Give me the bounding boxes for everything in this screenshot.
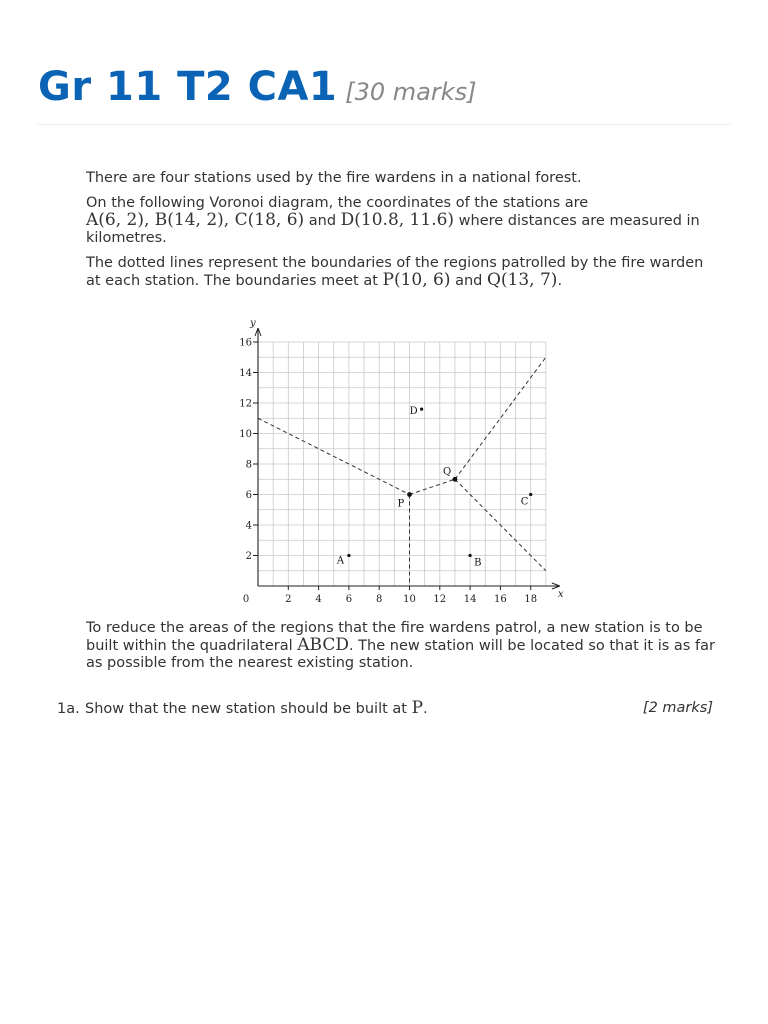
question-marks: [2 marks] (642, 700, 713, 716)
question-end: . (423, 701, 428, 717)
intro-p2-and: and (304, 213, 341, 229)
page-title: Gr 11 T2 CA1 (38, 64, 338, 110)
y-tick-label: 2 (245, 551, 252, 562)
intro-text (86, 170, 716, 298)
station-point-q (453, 477, 458, 482)
x-tick-label: 6 (345, 594, 353, 604)
intro-paragraph-1: There are four stations used by the fire wardens in a national forest. (86, 170, 582, 186)
intro-paragraph-2 (86, 195, 716, 247)
header-divider (38, 124, 730, 125)
point-q-coordinates: Q(13, 7) (486, 270, 558, 290)
point-label-b: B (474, 557, 482, 569)
y-tick-label: 4 (245, 520, 252, 532)
point-label-q: Q (442, 466, 452, 478)
intro-p3-and: and (450, 273, 487, 289)
x-tick-label: 8 (376, 594, 383, 604)
voronoi-boundary (410, 479, 455, 494)
point-label-c: C (520, 496, 529, 508)
paragraph-new-station (86, 620, 716, 672)
y-tick-label: 14 (239, 368, 252, 379)
voronoi-diagram (222, 312, 572, 604)
station-point-p (407, 492, 412, 497)
total-marks: [30 marks] (345, 78, 477, 106)
station-point-d (420, 408, 423, 411)
y-tick-label: 12 (239, 398, 252, 410)
y-tick-label: 10 (239, 429, 252, 440)
x-tick-label: 10 (403, 594, 416, 604)
stations-coordinates: A(6, 2), B(14, 2), C(18, 6) (86, 210, 305, 230)
y-tick-label: 8 (245, 459, 252, 471)
y-tick-label: 16 (239, 337, 252, 349)
intro-p3-text: The dotted lines represent the boundaries of the regions patrolled by the fire warden at each station. The boundaries meet at (86, 255, 704, 289)
station-point-b (469, 554, 472, 557)
x-axis-label: x (557, 589, 564, 600)
question-number: 1a. (57, 701, 80, 717)
point-label-p: P (397, 498, 405, 510)
intro-p2-text: On the following Voronoi diagram, the coordinates of the stations are (86, 195, 589, 211)
x-tick-label: 0 (242, 594, 250, 604)
point-p-coordinates: P(10, 6) (382, 270, 451, 290)
point-label-a: A (336, 555, 345, 567)
station-point-c (529, 493, 532, 496)
x-tick-label: 16 (494, 594, 507, 604)
station-point-a (347, 554, 350, 557)
chart-grid (258, 342, 546, 586)
new-station-text: To reduce the areas of the regions that the fire wardens patrol, a new station is to be built within the quadrilateral (86, 620, 703, 654)
intro-p3-end: . (557, 273, 563, 289)
quadrilateral-label: ABCD (297, 635, 349, 655)
x-tick-label: 12 (433, 594, 447, 604)
y-axis-label: y (250, 318, 256, 329)
intro-p2-end: where distances are measured in kilometres. (86, 213, 700, 246)
question-1a (57, 700, 717, 718)
x-tick-label: 4 (315, 594, 322, 604)
question-text: Show that the new station should be built at (85, 701, 412, 717)
x-tick-label: 2 (285, 594, 292, 604)
x-tick-label: 18 (524, 594, 538, 604)
page-header (38, 64, 730, 110)
intro-paragraph-3 (86, 255, 716, 290)
x-tick-label: 14 (463, 594, 477, 604)
chart-boundaries (258, 357, 546, 586)
station-d-coordinates: D(10.8, 11.6) (340, 210, 455, 230)
question-point: P (411, 698, 424, 718)
y-tick-label: 6 (245, 490, 252, 501)
chart-points (336, 406, 532, 568)
point-label-d: D (409, 406, 418, 418)
new-station-text-end: . The new station will be located so that it is as far as possible from the nearest existing station. (86, 638, 715, 671)
